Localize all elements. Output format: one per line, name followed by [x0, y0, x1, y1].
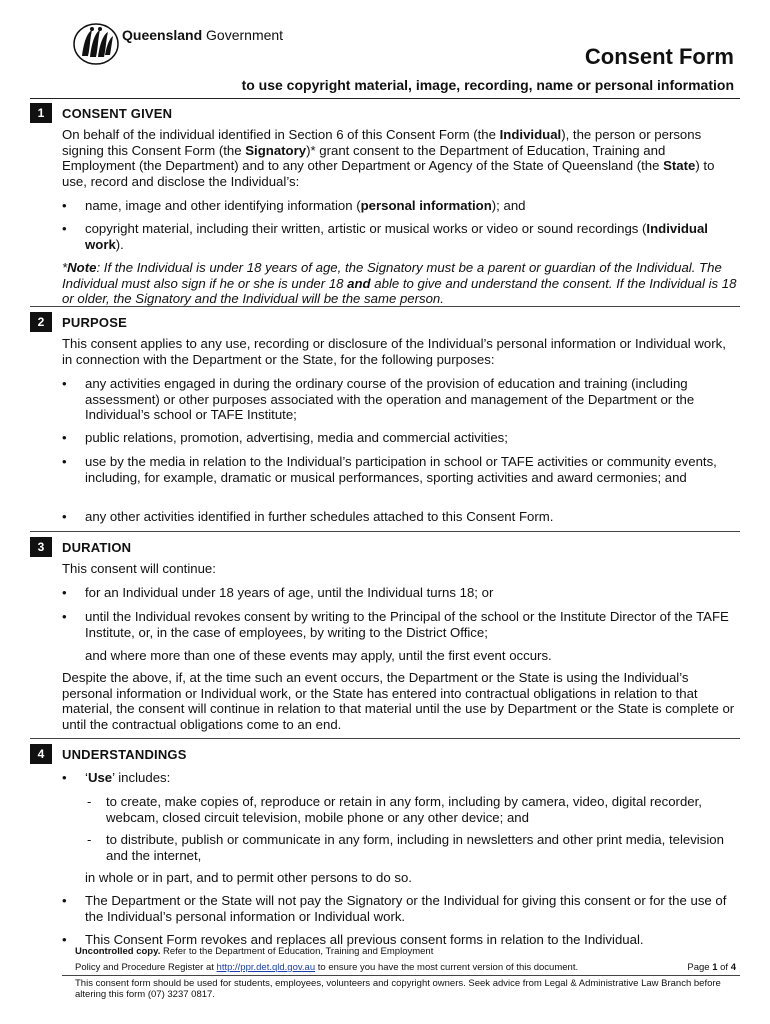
list-item: • use by the media in relation to the Individual’s participation in school or TAFE activities or community events, including, for example, dramatic or musical performances, sporting activities and award cermonies; and — [62, 454, 738, 485]
list-item: • public relations, promotion, advertising, media and commercial activities; — [62, 430, 738, 446]
queensland-government-logo — [72, 22, 283, 66]
duration-intro: This consent will continue: — [62, 561, 216, 576]
section-divider — [30, 738, 740, 739]
section-title: DURATION — [62, 539, 132, 555]
page-subtitle: to use copyright material, image, recording, name or personal information — [241, 77, 734, 93]
understandings-continuation: in whole or in part, and to permit other persons to do so. — [85, 870, 412, 885]
footer-uncontrolled-copy: Uncontrolled copy. Refer to the Department of Education, Training and Employment — [75, 946, 434, 957]
footer-divider — [62, 975, 740, 976]
page-number: Page 1 of 4 — [687, 962, 736, 973]
section-number: 2 — [30, 312, 52, 332]
section-number: 4 — [30, 744, 52, 764]
list-item: • for an Individual under 18 years of age, until the Individual turns 18; or — [62, 585, 738, 601]
list-item: • copyright material, including their written, artistic or musical works or video or sound recordings (Individual work). — [62, 221, 738, 252]
list-item: • until the Individual revokes consent by writing to the Principal of the school or the Institute Director of the TAFE Institute, or, in the case of employees, by writing to the District Office; — [62, 609, 738, 640]
section-title: UNDERSTANDINGS — [62, 746, 187, 762]
section-2-heading — [30, 312, 740, 332]
section-number: 3 — [30, 537, 52, 557]
sub-list-item: - to create, make copies of, reproduce or retain in any form, including by camera, video, digital recorder, webcam, closed circuit television, mobile phone or any other device; and — [85, 794, 738, 825]
list-item: • any activities engaged in during the ordinary course of the provision of education and training (including assessment) or other purposes associated with the operation and management of the Department or the Individual’s school or TAFE Institute; — [62, 376, 738, 423]
section-title: CONSENT GIVEN — [62, 105, 173, 121]
purpose-paragraph: This consent applies to any use, recording or disclosure of the Individual’s personal information or Individual work, in connection with the Department or the State, for the following purposes: — [62, 336, 726, 367]
section-4-heading — [30, 744, 740, 764]
list-item: • The Department or the State will not pay the Signatory or the Individual for giving this consent or for the use of the Individual’s personal information or Individual work. — [62, 893, 738, 924]
logo-wordmark: Queensland Government — [122, 27, 284, 43]
coat-of-arms-icon — [72, 22, 120, 66]
consent-given-paragraph: On behalf of the individual identified in Section 6 of this Consent Form (the Individual), the person or persons signing this Consent Form (the Signatory)* grant consent to the Department of Education, Training and Employment (the Department) and to any other Department or Agency of the State of Queensland (the State) to use, record and disclose the Individual’s: — [62, 127, 715, 189]
sub-list-item: - to distribute, publish or communicate in any form, including in newsletters and other print media, television and the internet, — [85, 832, 738, 863]
list-item: • any other activities identified in further schedules attached to this Consent Form. — [62, 509, 738, 525]
header-divider — [30, 98, 740, 99]
section-title: PURPOSE — [62, 314, 127, 330]
duration-paragraph: Despite the above, if, at the time such an event occurs, the Department or the State is using the Individual’s personal information or Individual work, or the State has entered into contractual obligations in relation to that material, the consent will continue in relation to that material until the use by Department or the State is complete or until the contractual obligations come to an end. — [62, 670, 735, 732]
duration-continuation: and where more than one of these events may apply, until the first event occurs. — [85, 648, 552, 663]
signatory-note: *Note: If the Individual is under 18 years of age, the Signatory must be a parent or guardian of the Individual. The Individual must also sign if he or she is under 18 and able to give and understand the consent. If the Individual is 18 or older, the Signatory and the Individual will be the same person. — [62, 260, 737, 307]
section-number: 1 — [30, 103, 52, 123]
list-item: • ‘Use’ includes: — [62, 770, 738, 786]
list-item: • This Consent Form revokes and replaces all previous consent forms in relation to the Individual. — [62, 932, 738, 948]
footer-usage-note: This consent form should be used for students, employees, volunteers and copyright owners. Seek advice from Legal & Administrative Law Branch before altering this form (07) 3237 0817. — [75, 978, 721, 1000]
section-3-heading — [30, 537, 740, 557]
policy-register-link[interactable]: http://ppr.det.qld.gov.au — [216, 962, 316, 973]
section-divider — [30, 531, 740, 532]
section-divider — [30, 306, 740, 307]
section-1-heading — [30, 103, 740, 123]
footer-register-line: Policy and Procedure Register at http://ppr.det.qld.gov.au to ensure you have the most current version of this document. — [75, 962, 579, 973]
list-item: • name, image and other identifying information (personal information); and — [62, 198, 738, 214]
page-title: Consent Form — [584, 44, 734, 69]
